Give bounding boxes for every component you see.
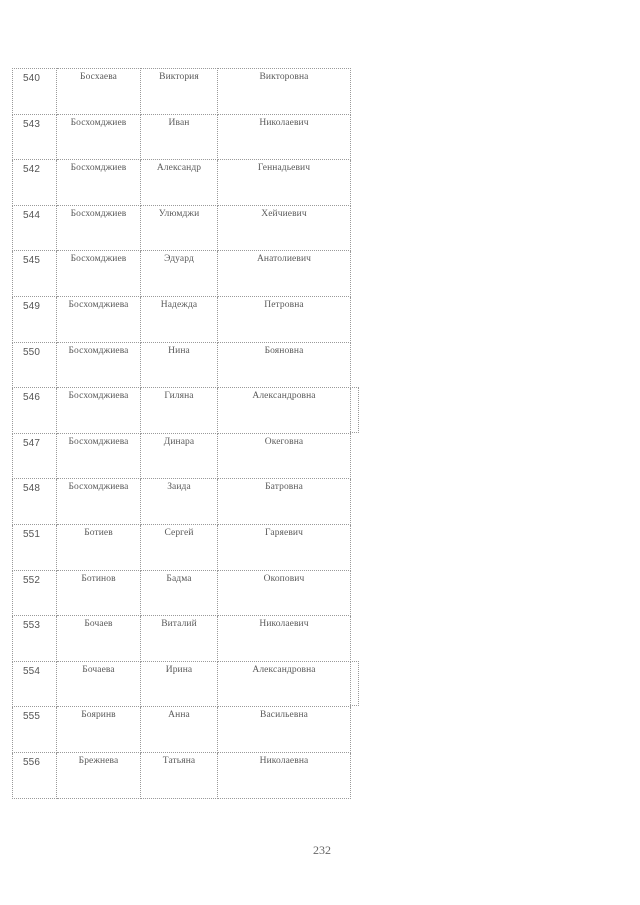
given-name-cell: Виктория (141, 69, 218, 115)
table-row (13, 69, 351, 115)
patronymic-cell: Викторовна (218, 69, 351, 115)
table-row (13, 479, 351, 525)
row-number: 549 (13, 296, 57, 342)
patronymic-cell: Николаевна (218, 752, 351, 798)
given-name-cell: Нина (141, 342, 218, 388)
patronymic-cell: Хейчиевич (218, 205, 351, 251)
surname-cell: Бочаева (57, 661, 141, 707)
given-name-cell: Сергей (141, 524, 218, 570)
table-row (13, 661, 351, 707)
table-row (13, 114, 351, 160)
table-row (13, 342, 351, 388)
given-name-cell: Гиляна (141, 388, 218, 434)
patronymic-cell: Анатолиевич (218, 251, 351, 297)
table-row (13, 205, 351, 251)
surname-cell: Босхомджиева (57, 342, 141, 388)
given-name-cell: Анна (141, 707, 218, 753)
row-number: 556 (13, 752, 57, 798)
table-row (13, 296, 351, 342)
patronymic-cell: Геннадьевич (218, 160, 351, 206)
given-name-cell: Александр (141, 160, 218, 206)
surname-cell: Брежнева (57, 752, 141, 798)
patronymic-cell: Гаряевич (218, 524, 351, 570)
table-row (13, 251, 351, 297)
table-row (13, 433, 351, 479)
patronymic-cell: Николаевич (218, 616, 351, 662)
patronymic-cell: Батровна (218, 479, 351, 525)
table-row (13, 160, 351, 206)
given-name-cell: Ирина (141, 661, 218, 707)
patronymic-cell: Николаевич (218, 114, 351, 160)
given-name-cell: Виталий (141, 616, 218, 662)
patronymic-cell: Бояновна (218, 342, 351, 388)
surname-cell: Ботиев (57, 524, 141, 570)
table-row (13, 616, 351, 662)
row-number: 545 (13, 251, 57, 297)
patronymic-cell: Океговна (218, 433, 351, 479)
row-number: 551 (13, 524, 57, 570)
table-row (13, 707, 351, 753)
surname-cell: Босхомджиев (57, 114, 141, 160)
patronymic-cell: Александровна (218, 388, 351, 434)
patronymic-cell: Петровна (218, 296, 351, 342)
row-number: 546 (13, 388, 57, 434)
given-name-cell: Бадма (141, 570, 218, 616)
row-number: 555 (13, 707, 57, 753)
row-number: 550 (13, 342, 57, 388)
surname-cell: Босхомджиев (57, 205, 141, 251)
row-number: 540 (13, 69, 57, 115)
table-row (13, 570, 351, 616)
surname-cell: Бочаев (57, 616, 141, 662)
table-row (13, 752, 351, 798)
table-row (13, 388, 351, 434)
given-name-cell: Надежда (141, 296, 218, 342)
surname-cell: Босхомджиев (57, 160, 141, 206)
surname-cell: Босхаева (57, 69, 141, 115)
table-row (13, 524, 351, 570)
patronymic-cell: Васильевна (218, 707, 351, 753)
row-number: 547 (13, 433, 57, 479)
surname-cell: Ботинов (57, 570, 141, 616)
surname-cell: Босхомджиев (57, 251, 141, 297)
row-number: 552 (13, 570, 57, 616)
surname-cell: Босхомджиева (57, 433, 141, 479)
row-number: 554 (13, 661, 57, 707)
registry-table (12, 68, 351, 799)
registry-table-body (13, 69, 351, 799)
patronymic-cell: Окопович (218, 570, 351, 616)
given-name-cell: Улюмджи (141, 205, 218, 251)
given-name-cell: Эдуард (141, 251, 218, 297)
row-number: 543 (13, 114, 57, 160)
page-number: 232 (313, 843, 331, 857)
surname-cell: Босхомджиева (57, 479, 141, 525)
surname-cell: Босхомджиева (57, 388, 141, 434)
row-number: 544 (13, 205, 57, 251)
row-number: 553 (13, 616, 57, 662)
given-name-cell: Иван (141, 114, 218, 160)
given-name-cell: Заида (141, 479, 218, 525)
surname-cell: Босхомджиева (57, 296, 141, 342)
row-number: 548 (13, 479, 57, 525)
given-name-cell: Татьяна (141, 752, 218, 798)
surname-cell: Бояринв (57, 707, 141, 753)
row-number: 542 (13, 160, 57, 206)
patronymic-cell: Александровна (218, 661, 351, 707)
given-name-cell: Динара (141, 433, 218, 479)
